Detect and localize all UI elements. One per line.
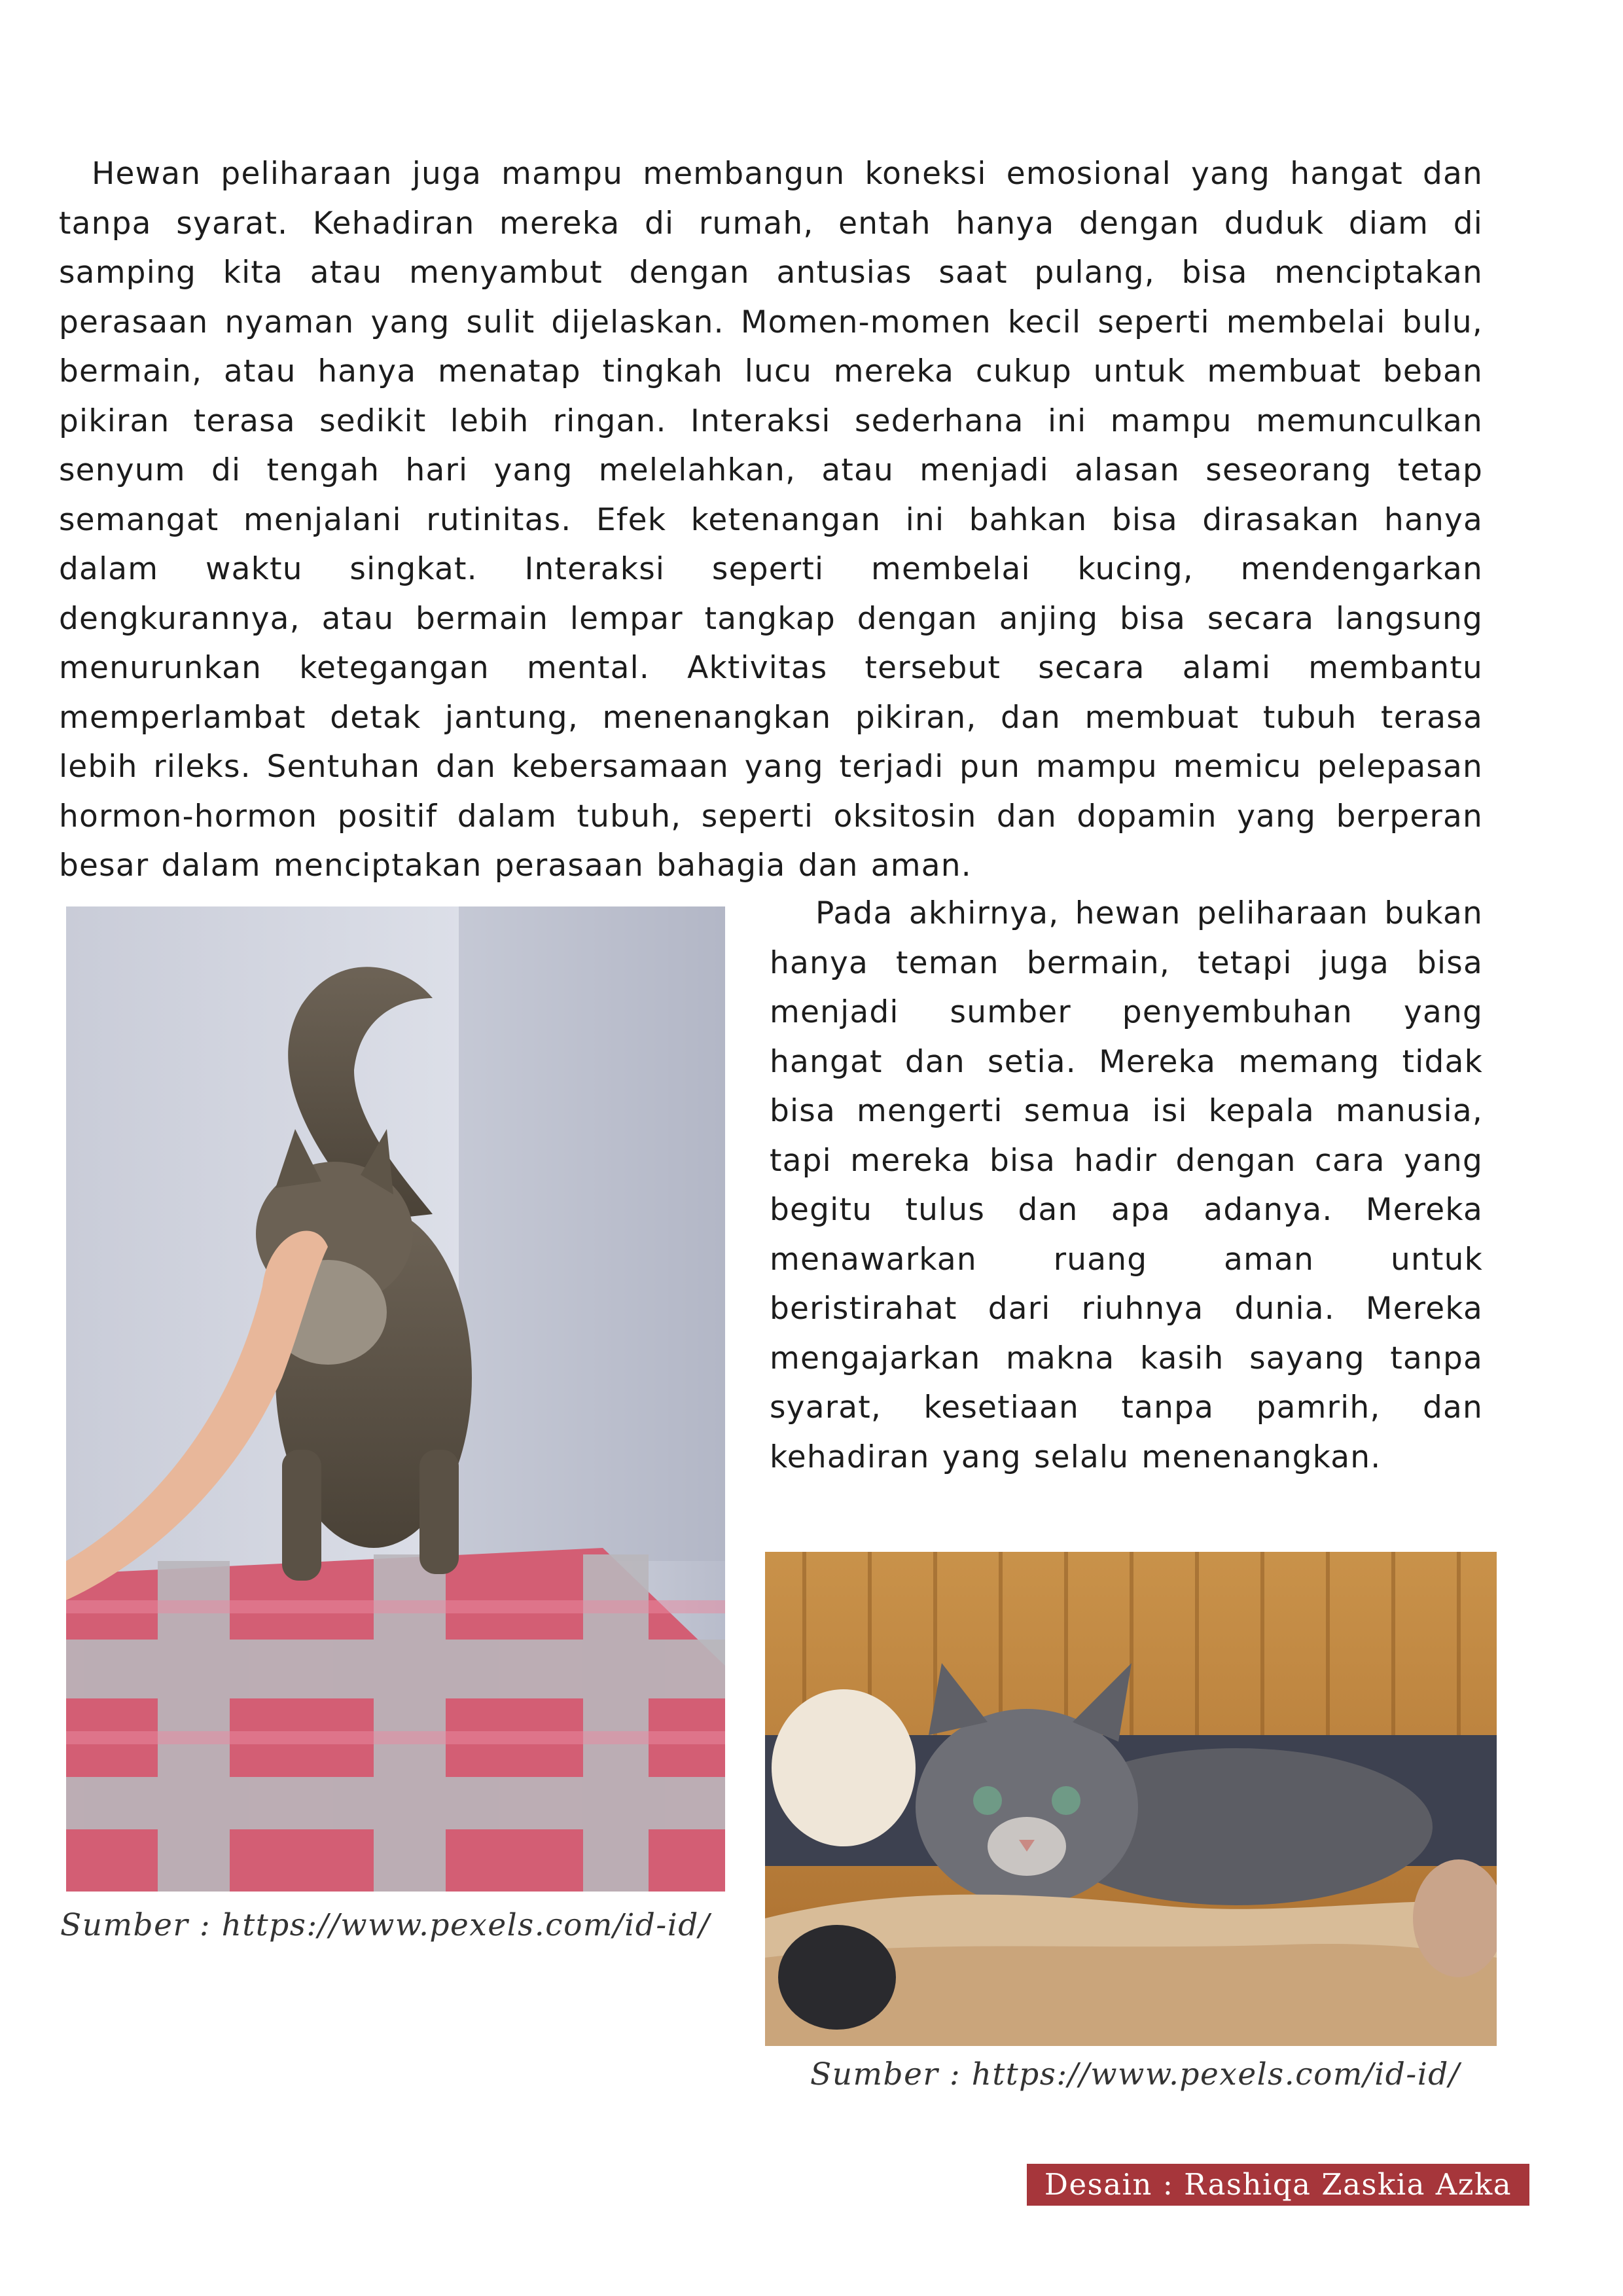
photo-cat-on-couch <box>765 1552 1497 2046</box>
body-paragraph-1: Hewan peliharaan juga mampu membangun koneksi emosional yang hangat dan tanpa syarat. Kehadiran mereka di rumah, entah hanya dengan duduk diam di samping kita atau menyambut dengan antusias saat pulang, bisa menciptakan perasaan nyaman yang sulit dijelaskan. Momen-momen kecil seperti membelai bulu, bermain, atau hanya menatap tingkah lucu mereka cukup untuk membuat beban pikiran terasa sedikit lebih ringan. Interaksi sederhana ini mampu memunculkan senyum di tengah hari yang melelahkan, atau menjadi alasan seseorang tetap semangat menjalani rutinitas. Efek ketenangan ini bahkan bisa dirasakan hanya dalam waktu singkat. Interaksi seperti membelai kucing, mendengarkan dengkurannya, atau bermain lempar tangkap dengan anjing bisa secara langsung menurunkan ketegangan mental. Aktivitas tersebut secara alami membantu memperlambat detak jantung, menenangkan pikiran, dan membuat tubuh terasa lebih rileks. Sentuhan dan kebersamaan yang terjadi pun mampu memicu pelepasan hormon-hormon positif dalam tubuh, seperti oksitosin dan dopamin yang berperan besar dalam menciptakan perasaan bahagia dan aman. <box>59 156 1483 884</box>
photo-2-caption: Sumber : https://www.pexels.com/id-id/ <box>810 2056 1461 2092</box>
body-paragraph-2: Pada akhirnya, hewan peliharaan bukan hanya teman bermain, tetapi juga bisa menjadi sumber penyembuhan yang hangat dan setia. Mereka memang tidak bisa mengerti semua isi kepala manusia, tapi mereka bisa hadir dengan cara yang begitu tulus dan apa adanya. Mereka menawarkan ruang aman untuk beristirahat dari riuhnya dunia. Mereka mengajarkan makna kasih sayang tanpa syarat, kesetiaan tanpa pamrih, dan kehadiran yang selalu menenangkan. <box>770 895 1483 1475</box>
photo-1-caption: Sumber : https://www.pexels.com/id-id/ <box>60 1907 711 1943</box>
design-credit-badge: Desain : Rashiqa Zaskia Azka <box>1027 2164 1529 2206</box>
photo-cat-being-petted <box>66 906 725 1892</box>
